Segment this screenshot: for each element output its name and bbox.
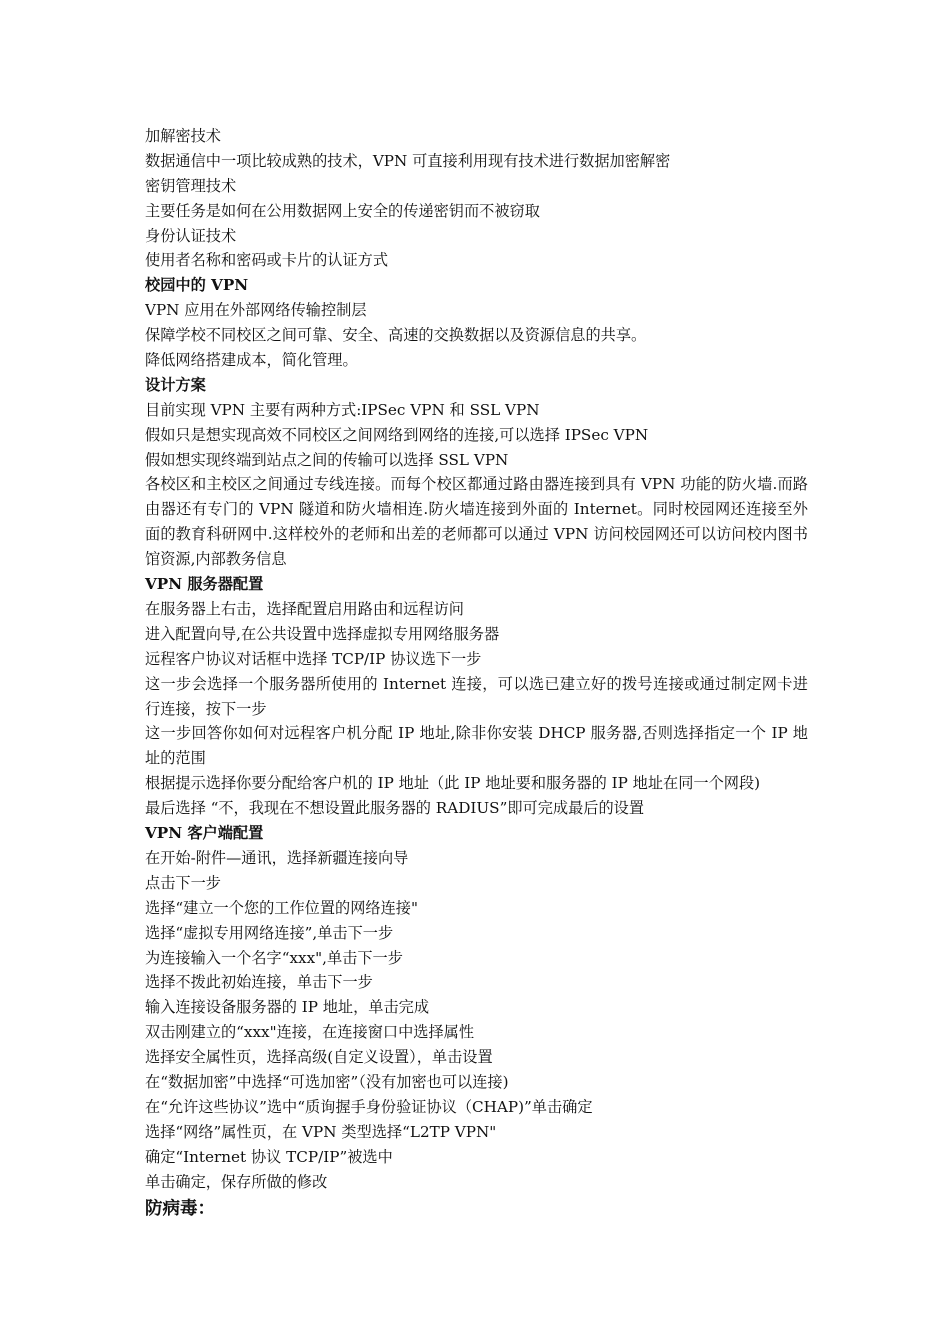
text-line: 在开始-附件—通讯，选择新疆连接向导 [145, 848, 409, 867]
document-page [145, 124, 808, 1224]
section-heading-vpn-server: VPN 服务器配置 [145, 575, 264, 594]
text-line: 选择不拨此初始连接，单击下一步 [145, 973, 373, 992]
text-line: 在“数据加密”中选择“可选加密”（没有加密也可以连接) [145, 1072, 509, 1091]
section-heading-campus-vpn: 校园中的 VPN [145, 276, 249, 295]
text-line: 在“允许这些协议”选中“质询握手身份验证协议（CHAP)”单击确定 [145, 1097, 593, 1116]
text-line: 假如想实现终端到站点之间的传输可以选择 SSL VPN [145, 450, 509, 469]
text-line: 保障学校不同校区之间可靠、安全、高速的交换数据以及资源信息的共享。 [145, 326, 647, 345]
text-line: VPN 应用在外部网络传输控制层 [145, 301, 367, 320]
section-heading-antivirus: 防病毒： [145, 1199, 215, 1220]
text-line: 选择“网络”属性页，在 VPN 类型选择“L2TP VPN" [145, 1122, 497, 1141]
section-heading-design: 设计方案 [145, 375, 206, 394]
text-line: 进入配置向导,在公共设置中选择虚拟专用网络服务器 [145, 624, 500, 643]
text-line: 远程客户协议对话框中选择 TCP/IP 协议选下一步 [145, 649, 482, 668]
text-line: 主要任务是如何在公用数据网上安全的传递密钥而不被窃取 [145, 201, 540, 220]
text-line: 在服务器上右击，选择配置启用路由和远程访问 [145, 599, 464, 618]
text-line: 输入连接设备服务器的 IP 地址，单击完成 [145, 998, 430, 1017]
text-line: 假如只是想实现高效不同校区之间网络到网络的连接,可以选择 IPSec VPN [145, 425, 649, 444]
design-paragraph: 各校区和主校区之间通过专线连接。而每个校区都通过路由器连接到具有 VPN 功能的防火墙.而路由器还有专门的 VPN 隧道和防火墙相连.防火墙连接到外面的 Internet。同时校园网还连接至外面的教育科研网中.这样校外的老师和出差的老师都可以通过 VPN 访问校园网还可以访问校内图书馆资源,内部教务信息 [145, 475, 808, 569]
text-line: 点击下一步 [145, 873, 221, 892]
text-line: 单击确定，保存所做的修改 [145, 1172, 328, 1191]
server-paragraph-internet: 这一步会选择一个服务器所使用的 Internet 连接，可以选已建立好的拨号连接或通过制定网卡进行连接，按下一步 [145, 674, 808, 718]
text-line: 目前实现 VPN 主要有两种方式:IPSec VPN 和 SSL VPN [145, 400, 540, 419]
text-line: 双击刚建立的“xxx"连接，在连接窗口中选择属性 [145, 1023, 475, 1042]
text-line: 使用者名称和密码或卡片的认证方式 [145, 251, 388, 270]
text-line: 身份认证技术 [145, 226, 237, 245]
text-line: 选择安全属性页，选择高级(自定义设置），单击设置 [145, 1048, 493, 1067]
text-line: 确定“Internet 协议 TCP/IP”被选中 [145, 1147, 393, 1166]
text-line: 选择“建立一个您的工作位置的网络连接" [145, 898, 418, 917]
text-line: 为连接输入一个名字“xxx",单击下一步 [145, 948, 403, 967]
server-paragraph-ip: 这一步回答你如何对远程客户机分配 IP 地址,除非你安装 DHCP 服务器,否则选择指定一个 IP 地址的范围 [145, 724, 808, 768]
text-line: 数据通信中一项比较成熟的技术，VPN 可直接利用现有技术进行数据加密解密 [145, 151, 671, 170]
text-line: 加解密技术 [145, 127, 221, 145]
text-line: 最后选择 “不，我现在不想设置此服务器的 RADIUS”即可完成最后的设置 [145, 799, 645, 818]
section-heading-vpn-client: VPN 客户端配置 [145, 824, 264, 843]
text-line: 密钥管理技术 [145, 176, 237, 195]
text-line: 选择“虚拟专用网络连接”,单击下一步 [145, 923, 394, 942]
text-line: 根据提示选择你要分配给客户机的 IP 地址（此 IP 地址要和服务器的 IP 地址在同一个网段) [145, 774, 761, 793]
text-line: 降低网络搭建成本，简化管理。 [145, 351, 358, 370]
